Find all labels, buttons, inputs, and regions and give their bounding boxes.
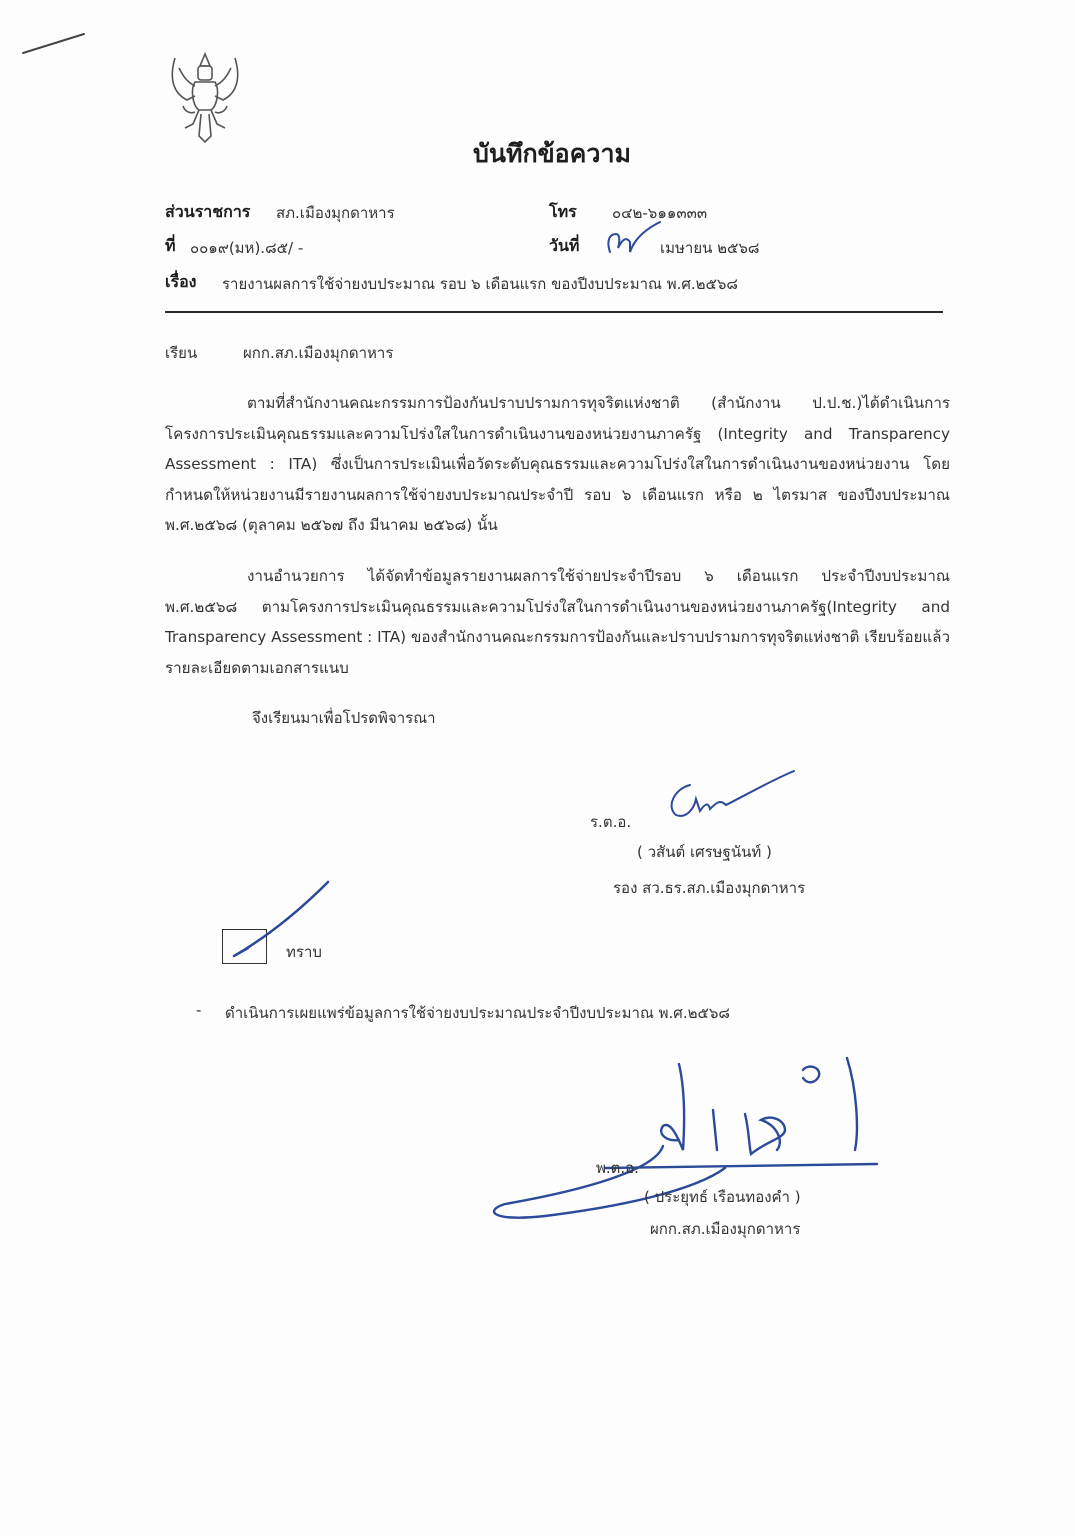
order-text: ดำเนินการเผยแพร่ข้อมูลการใช้จ่ายงบประมาณประจำปีงบประมาณ พ.ศ.๒๕๖๘ [225,1004,730,1022]
salutation-value: ผกก.สภ.เมืองมุกดาหาร [243,344,394,362]
department-value: สภ.เมืองมุกดาหาร [276,204,395,222]
acknowledge-label: ทราบ [286,943,322,961]
signer-2-position: ผกก.สภ.เมืองมุกดาหาร [650,1220,801,1238]
handwritten-day-icon [604,218,664,258]
body-paragraph-1: ตามที่สำนักงานคณะกรรมการป้องกันปราบปรามการทุจริตแห่งชาติ (สำนักงาน ป.ป.ช.)ได้ดำเนินการโครงการประเมินคุณธรรมและความโปร่งใสในการดำเนินงานของหน่วยงานภาครัฐ (Integrity and Transparency Assessment : ITA) ซึ่งเป็นการประเมินเพื่อวัดระดับคุณธรรมและความโปร่งใสในการดำเนินงานของหน่วยงาน โดยกำหนดให้หน่วยงานมีรายงานผลการใช้จ่ายงบประมาณประจำปี รอบ ๖ เดือนแรก หรือ ๒ ไตรมาส ของปีงบประมาณ พ.ศ.๒๕๖๘ (ตุลาคม ๒๕๖๗ ถึง มีนาคม ๒๕๖๘) นั้น [165,394,950,534]
date-value: เมษายน ๒๕๖๘ [660,239,760,257]
body-paragraph-2: งานอำนวยการ ได้จัดทำข้อมูลรายงานผลการใช้จ่ายประจำปีรอบ ๖ เดือนแรก ประจำปีงบประมาณ พ.ศ.๒๕๖๘ ตามโครงการประเมินคุณธรรมและความโปร่งใสในการดำเนินงานของหน่วยงานภาครัฐ(Integrity and Transparency Assessment : ITA) ของสำนักงานคณะกรรมการป้องกันและปราบปรามการทุจริตแห่งชาติ เรียบร้อยแล้ว รายละเอียดตามเอกสารแนบ [165,567,950,677]
signer-2-rank: พ.ต.อ. [596,1159,639,1177]
reference-value: ๐๐๑๙(มห).๘๕/ - [190,239,304,257]
reference-label: ที่ [165,236,176,255]
signer-2-name: ( ประยุทธ์ เรือนทองคำ ) [644,1188,801,1206]
pen-mark-scribble [20,28,90,58]
subject-value: รายงานผลการใช้จ่ายงบประมาณ รอบ ๖ เดือนแรก ของปีงบประมาณ พ.ศ.๒๕๖๘ [222,275,739,293]
signature-1-icon [660,765,800,825]
document-title: บันทึกข้อความ [473,139,631,168]
signer-1-rank: ร.ต.อ. [590,813,632,831]
garuda-emblem-icon [165,48,245,148]
department-label: ส่วนราชการ [165,202,251,221]
subject-label: เรื่อง [165,272,197,291]
signer-1-position: รอง สว.ธร.สภ.เมืองมุกดาหาร [613,879,806,897]
phone-label: โทร [549,202,577,221]
closing-text: จึงเรียนมาเพื่อโปรดพิจารณา [252,709,436,727]
order-bullet: - [196,1001,202,1019]
phone-value: ๐๔๒-๖๑๑๓๓๓ [612,204,708,222]
signer-1-name: ( วสันต์ เศรษฐนันท์ ) [637,843,772,861]
header-divider [165,311,943,313]
date-label: วันที่ [549,236,580,255]
salutation-label: เรียน [165,344,198,362]
